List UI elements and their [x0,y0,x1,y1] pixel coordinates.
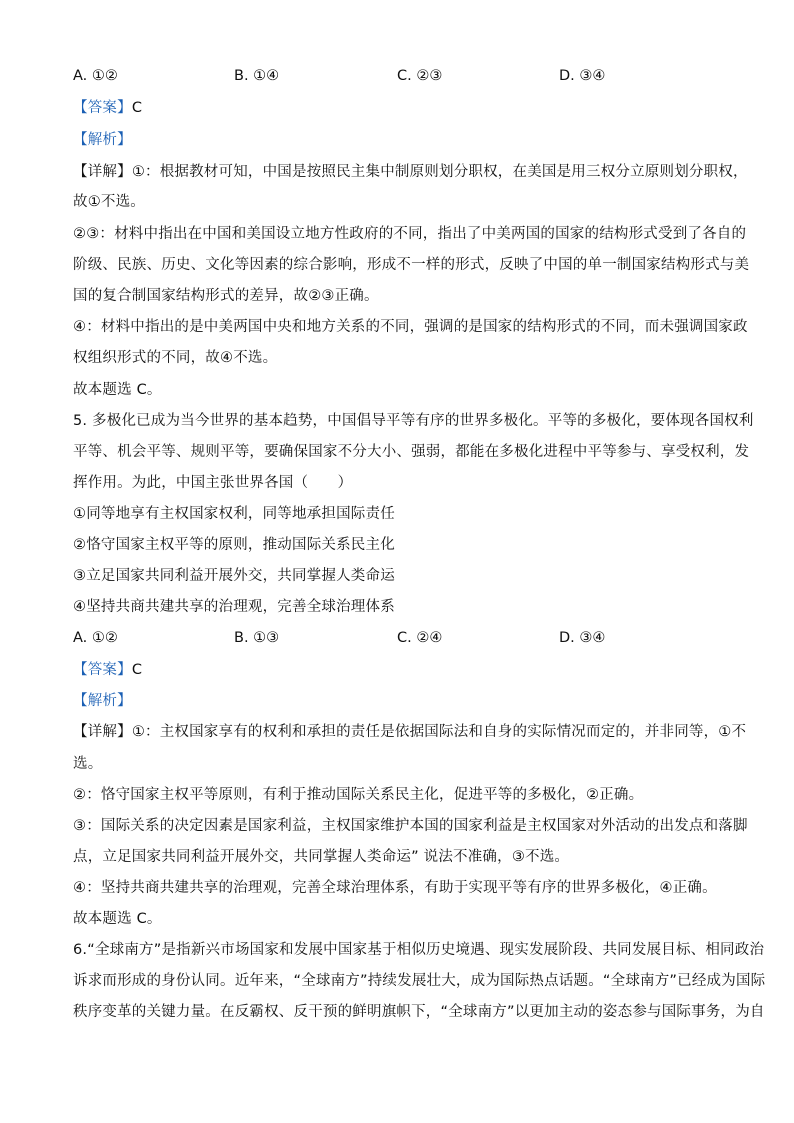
q4-detail-line: 阶级、民族、历史、文化等因素的综合影响，形成不一样的形式，反映了中国的单一制国家结构形式与美 [73,257,750,273]
q4-detail-line: ④：材料中指出的是中美两国中央和地方关系的不同，强调的是国家的结构形式的不同，而未强调国家政 [73,319,748,335]
q5-option-b: B. ①③ [234,630,280,646]
answer-value: C [131,662,143,678]
q4-conclusion: 故本题选 C。 [73,382,162,398]
answer-value: C [131,100,143,116]
q5-detail-line [73,722,747,742]
q5-item: ④坚持共商共建共享的治理观，完善全球治理体系 [73,599,395,615]
q5-conclusion: 故本题选 C。 [73,911,162,927]
q6-stem-line: 秩序变革的关键力量。在反霸权、反干预的鲜明旗帜下，“全球南方”以更加主动的姿态参与国际事务，为自 [73,1004,765,1020]
q4-analysis-heading [73,130,723,150]
q5-answer [73,660,723,680]
q5-stem-line: 平等、机会平等、规则平等，要确保国家不分大小、强弱，都能在多极化进程中平等参与、享受权利，发 [73,444,750,460]
q4-detail-line: 权组织形式的不同，故④不选。 [73,350,278,366]
q4-detail-line: 故①不选。 [73,194,145,210]
q5-item: ②恪守国家主权平等的原则，推动国际关系民主化 [73,537,395,553]
q4-option-d: D. ③④ [559,68,606,84]
answer-tag: 【答案】 [73,662,132,678]
detail-text: ①：根据教材可知，中国是按照民主集中制原则划分职权，在美国是用三权分立原则划分职权， [131,164,748,180]
q4-answer [73,98,723,118]
q5-stem-line: 挥作用。为此，中国主张世界各国（ ） [73,475,353,491]
q4-detail-line: ②③：材料中指出在中国和美国设立地方性政府的不同，指出了中美两国的国家的结构形式受到了各自的 [73,226,747,242]
detail-tag: 【详解】 [73,724,132,740]
q5-option-a: A. ①② [73,630,118,646]
analysis-tag: 【解析】 [73,132,132,148]
detail-text: ①：主权国家享有的权利和承担的责任是依据国际法和自身的实际情况而定的，并非同等，①不 [131,724,747,740]
q6-stem-line: 诉求而形成的身份认同。近年来，“全球南方”持续发展壮大，成为国际热点话题。“全球南方”已经成为国际 [73,973,766,989]
q5-item: ①同等地享有主权国家权利，同等地承担国际责任 [73,506,395,522]
q5-detail-line: ②：恪守国家主权平等原则，有利于推动国际关系民主化，促进平等的多极化，②正确。 [73,787,644,803]
detail-tag: 【详解】 [73,164,132,180]
q5-detail-line: 点，立足国家共同利益开展外交，共同掌握人类命运” 说法不准确，③不选。 [73,849,570,865]
q5-detail-line: 选。 [73,756,103,772]
q5-detail-line: ④：坚持共商共建共享的治理观，完善全球治理体系，有助于实现平等有序的世界多极化，④正确。 [73,880,717,896]
answer-tag: 【答案】 [73,100,132,116]
q5-options-row [0,628,794,648]
q4-options-row [0,66,794,86]
q5-option-c: C. ②④ [397,630,443,646]
q4-option-a: A. ①② [73,68,118,84]
q5-detail-line: ③：国际关系的决定因素是国家利益，主权国家维护本国的国家利益是主权国家对外活动的出发点和落脚 [73,818,748,834]
analysis-tag: 【解析】 [73,693,132,709]
q5-item: ③立足国家共同利益开展外交，共同掌握人类命运 [73,568,395,584]
q4-option-c: C. ②③ [397,68,443,84]
q5-stem-line: 5. 多极化已成为当今世界的基本趋势，中国倡导平等有序的世界多极化。平等的多极化，要体现各国权利 [73,413,754,429]
q4-option-b: B. ①④ [234,68,280,84]
q4-detail-line [73,162,748,182]
q5-option-d: D. ③④ [559,630,606,646]
q6-stem-line: 6.“全球南方”是指新兴市场国家和发展中国家基于相似历史境遇、现实发展阶段、共同发展目标、相同政治 [73,942,765,958]
q4-detail-line: 国的复合制国家结构形式的差异，故②③正确。 [73,288,379,304]
q5-analysis-heading [73,691,723,711]
